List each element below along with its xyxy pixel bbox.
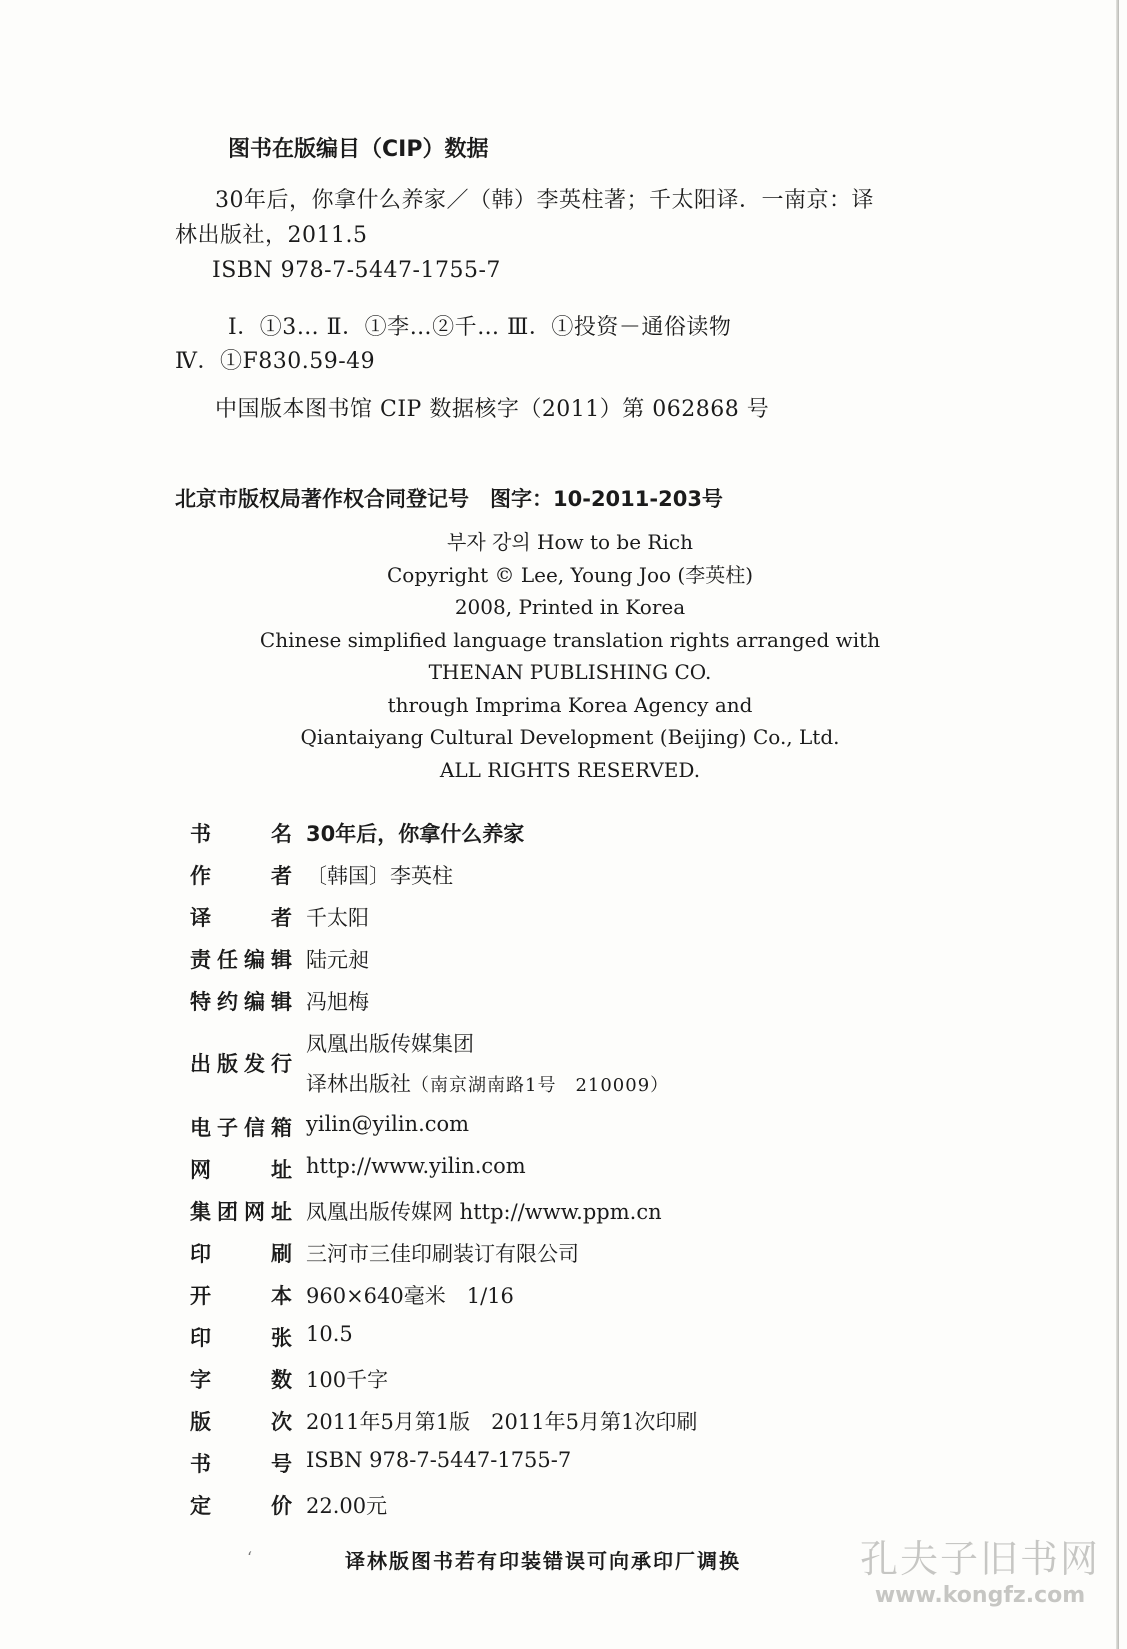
edition-value: 2011年5月第1版 2011年5月第1次印刷 bbox=[306, 1410, 698, 1434]
info-label: 定 价 bbox=[190, 1494, 292, 1518]
info-label: 书 号 bbox=[190, 1452, 292, 1476]
publisher-name-line bbox=[306, 1068, 669, 1098]
copyright-line: THENAN PUBLISHING CO. bbox=[428, 660, 712, 684]
info-row-website bbox=[190, 1154, 697, 1196]
print-speck: ʻ bbox=[247, 1548, 253, 1567]
copyright-line: through Imprima Korea Agency and bbox=[387, 692, 753, 717]
cip-line-1: 30年后，你拿什么养家／（韩）李英柱著；千太阳译．一南京：译 bbox=[215, 188, 874, 213]
price-value: 22.00元 bbox=[306, 1494, 388, 1518]
book-title: 30年后，你拿什么养家 bbox=[306, 822, 525, 846]
info-row-email bbox=[190, 1112, 697, 1154]
copyright-registration: 北京市版权局著作权合同登记号 图字：10-2011-203号 bbox=[175, 487, 723, 511]
publication-info-table bbox=[190, 818, 697, 1532]
page-edge bbox=[1116, 0, 1119, 1649]
info-row-translator bbox=[190, 902, 697, 944]
cip-classification-2: Ⅳ．①F830.59-49 bbox=[175, 349, 376, 374]
info-row-title bbox=[190, 818, 697, 860]
info-label: 集团网址 bbox=[190, 1200, 292, 1224]
special-editor-value: 冯旭梅 bbox=[306, 990, 369, 1014]
info-row-printer bbox=[190, 1238, 697, 1280]
info-label: 印 张 bbox=[190, 1326, 292, 1350]
copyright-statement bbox=[230, 526, 910, 786]
sheets-value: 10.5 bbox=[306, 1322, 353, 1346]
website-value: http://www.yilin.com bbox=[306, 1154, 526, 1178]
copyright-line: 2008, Printed in Korea bbox=[454, 595, 686, 619]
group-site-value: 凤凰出版传媒网 http://www.ppm.cn bbox=[306, 1200, 662, 1224]
info-label: 特约编辑 bbox=[190, 990, 292, 1014]
email-value: yilin@yilin.com bbox=[306, 1112, 470, 1136]
copyright-line: ALL RIGHTS RESERVED. bbox=[439, 757, 701, 782]
info-row-edition bbox=[190, 1406, 697, 1448]
printer-value: 三河市三佳印刷装订有限公司 bbox=[306, 1242, 579, 1266]
footer-note: 译林版图书若有印装错误可向承印厂调换 bbox=[345, 1549, 741, 1573]
info-row-group-site bbox=[190, 1196, 697, 1238]
info-label: 出版发行 bbox=[190, 1052, 292, 1076]
watermark bbox=[860, 1528, 1100, 1608]
copyright-line: Copyright © Lee, Young Joo (李英柱) bbox=[387, 562, 753, 587]
info-row-publisher bbox=[190, 1028, 697, 1112]
publisher-group: 凤凰出版传媒集团 bbox=[306, 1032, 474, 1056]
info-label: 责任编辑 bbox=[190, 948, 292, 972]
cip-line-2: 林出版社，2011.5 bbox=[175, 223, 368, 248]
info-row-format bbox=[190, 1280, 697, 1322]
info-row-editor bbox=[190, 944, 697, 986]
info-label: 字 数 bbox=[190, 1368, 292, 1392]
cip-classification-1: Ⅰ．①3… Ⅱ．①李…②千… Ⅲ．①投资－通俗读物 bbox=[228, 315, 732, 340]
publisher-address: （南京湖南路1号 210009） bbox=[411, 1075, 670, 1096]
info-row-author bbox=[190, 860, 697, 902]
info-row-sheets bbox=[190, 1322, 697, 1364]
info-label: 开 本 bbox=[190, 1284, 292, 1308]
publisher-value bbox=[306, 1028, 669, 1098]
info-label: 译 者 bbox=[190, 906, 292, 930]
info-row-special-editor bbox=[190, 986, 697, 1028]
copyright-line: Chinese simplified language translation rights arranged with bbox=[259, 627, 881, 652]
info-label: 书 名 bbox=[190, 822, 292, 846]
info-label: 版 次 bbox=[190, 1410, 292, 1434]
watermark-name: 孔夫子旧书网 bbox=[860, 1537, 1101, 1581]
cip-isbn: ISBN 978-7-5447-1755-7 bbox=[212, 258, 501, 283]
watermark-url: www.kongfz.com bbox=[874, 1583, 1086, 1608]
info-label: 作 者 bbox=[190, 864, 292, 888]
editor-value: 陆元昶 bbox=[306, 948, 369, 972]
format-value: 960×640毫米 1/16 bbox=[306, 1284, 514, 1308]
info-label: 网 址 bbox=[190, 1158, 292, 1182]
copyright-line: Qiantaiyang Cultural Development (Beijing) Co., Ltd. bbox=[300, 725, 840, 749]
publisher-name: 译林出版社 bbox=[306, 1072, 411, 1096]
translator-value: 千太阳 bbox=[306, 906, 369, 930]
info-row-isbn bbox=[190, 1448, 697, 1490]
copyright-line: 부자 강의 How to be Rich bbox=[447, 530, 693, 554]
info-row-price bbox=[190, 1490, 697, 1532]
author-value: 〔韩国〕李英柱 bbox=[306, 864, 453, 888]
info-row-words bbox=[190, 1364, 697, 1406]
words-value: 100千字 bbox=[306, 1368, 389, 1392]
info-label: 电子信箱 bbox=[190, 1116, 292, 1140]
cip-library-note: 中国版本图书馆 CIP 数据核字（2011）第 062868 号 bbox=[215, 397, 770, 422]
cip-title: 图书在版编目（CIP）数据 bbox=[228, 137, 489, 162]
info-label: 印 刷 bbox=[190, 1242, 292, 1266]
isbn-value: ISBN 978-7-5447-1755-7 bbox=[306, 1448, 572, 1472]
